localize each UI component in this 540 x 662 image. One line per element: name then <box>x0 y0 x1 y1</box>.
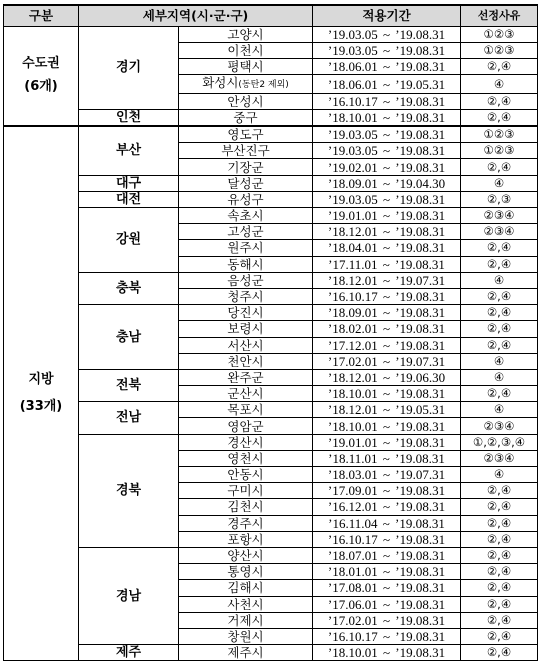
table-row <box>4 126 538 143</box>
city-cell: 고양시 <box>179 26 313 42</box>
period-cell: ’18.12.01 ~ ’19.06.30 <box>313 369 461 385</box>
table-row <box>4 191 538 207</box>
reason-cell: ①②③ <box>461 26 538 42</box>
province-cell: 경기 <box>79 26 179 110</box>
period-cell: ’16.10.17 ~ ’19.08.31 <box>313 94 461 110</box>
reason-cell: ①②③ <box>461 143 538 159</box>
period-cell: ’18.10.01 ~ ’19.08.31 <box>313 645 461 661</box>
city-cell: 김해시 <box>179 580 313 596</box>
reason-cell: ②,④ <box>461 515 538 531</box>
city-cell: 부산진구 <box>179 143 313 159</box>
city-cell: 경주시 <box>179 515 313 531</box>
reason-cell: ④ <box>461 402 538 418</box>
city-cell: 속초시 <box>179 208 313 224</box>
category-count: (33개) <box>19 399 63 415</box>
city-cell: 제주시 <box>179 645 313 661</box>
city-cell: 동해시 <box>179 256 313 272</box>
reason-cell: ②,④ <box>461 499 538 515</box>
city-cell: 평택시 <box>179 58 313 74</box>
city-cell: 경산시 <box>179 434 313 450</box>
city-cell: 영도구 <box>179 126 313 143</box>
table-row <box>4 547 538 563</box>
period-cell: ’18.10.01 ~ ’19.08.31 <box>313 110 461 127</box>
province-cell: 인천 <box>79 110 179 127</box>
table-row <box>4 110 538 127</box>
province-cell: 충남 <box>79 305 179 370</box>
city-cell <box>179 75 313 94</box>
reason-cell: ②,④ <box>461 321 538 337</box>
category-name: 수도권 <box>22 56 60 72</box>
province-cell: 경남 <box>79 547 179 644</box>
category-cell <box>4 126 79 661</box>
period-cell: ’19.03.05 ~ ’19.08.31 <box>313 42 461 58</box>
city-cell: 군산시 <box>179 386 313 402</box>
period-cell: ’17.12.01 ~ ’19.08.31 <box>313 337 461 353</box>
province-cell: 대구 <box>79 175 179 191</box>
city-cell: 음성군 <box>179 272 313 288</box>
reason-cell: ②,④ <box>461 256 538 272</box>
city-cell: 통영시 <box>179 564 313 580</box>
reason-cell: ②,④ <box>461 58 538 74</box>
period-cell: ’19.03.05 ~ ’19.08.31 <box>313 126 461 143</box>
reason-cell: ②,③ <box>461 191 538 207</box>
period-cell: ’18.12.01 ~ ’19.08.31 <box>313 224 461 240</box>
reason-cell: ②③④ <box>461 208 538 224</box>
table-row <box>4 305 538 321</box>
period-cell: ’19.03.05 ~ ’19.08.31 <box>313 26 461 42</box>
reason-cell: ②,④ <box>461 547 538 563</box>
period-cell: ’17.06.01 ~ ’19.08.31 <box>313 596 461 612</box>
reason-cell: ①②③ <box>461 42 538 58</box>
province-cell: 전남 <box>79 402 179 434</box>
period-cell: ’17.02.01 ~ ’19.07.31 <box>313 353 461 369</box>
period-cell: ’18.09.01 ~ ’19.04.30 <box>313 175 461 191</box>
reason-cell: ②,④ <box>461 240 538 256</box>
period-cell: ’18.04.01 ~ ’19.08.31 <box>313 240 461 256</box>
period-cell: ’18.02.01 ~ ’19.08.31 <box>313 321 461 337</box>
reason-cell: ②③④ <box>461 450 538 466</box>
period-cell: ’18.11.01 ~ ’19.08.31 <box>313 450 461 466</box>
province-cell: 대전 <box>79 191 179 207</box>
reason-cell: ①②③ <box>461 126 538 143</box>
province-cell: 강원 <box>79 208 179 273</box>
reason-cell: ②③④ <box>461 224 538 240</box>
header-category: 구분 <box>4 5 79 26</box>
header-region: 세부지역(시·군·구) <box>79 5 313 26</box>
period-cell: ’16.11.04 ~ ’19.08.31 <box>313 515 461 531</box>
period-cell: ’19.03.05 ~ ’19.08.31 <box>313 143 461 159</box>
period-cell: ’19.01.01 ~ ’19.08.31 <box>313 434 461 450</box>
city-cell: 사천시 <box>179 596 313 612</box>
city-cell: 포항시 <box>179 531 313 547</box>
city-cell: 안성시 <box>179 94 313 110</box>
city-cell: 유성구 <box>179 191 313 207</box>
city-cell: 서산시 <box>179 337 313 353</box>
period-cell: ’18.09.01 ~ ’19.08.31 <box>313 305 461 321</box>
reason-cell: ②,④ <box>461 483 538 499</box>
reason-cell: ④ <box>461 369 538 385</box>
province-cell: 충북 <box>79 272 179 304</box>
reason-cell: ②,④ <box>461 94 538 110</box>
reason-cell: ②,④ <box>461 386 538 402</box>
category-name: 지방 <box>28 372 54 388</box>
period-cell: ’19.02.01 ~ ’19.08.31 <box>313 159 461 175</box>
reason-cell: ②,④ <box>461 288 538 304</box>
category-cell <box>4 26 79 126</box>
period-cell: ’18.10.01 ~ ’19.08.31 <box>313 418 461 434</box>
city-cell: 거제시 <box>179 612 313 628</box>
city-cell: 청주시 <box>179 288 313 304</box>
reason-cell: ④ <box>461 467 538 483</box>
period-cell: ’18.12.01 ~ ’19.05.31 <box>313 402 461 418</box>
period-cell: ’19.01.01 ~ ’19.08.31 <box>313 208 461 224</box>
period-cell: ’16.10.17 ~ ’19.08.31 <box>313 531 461 547</box>
table-row <box>4 434 538 450</box>
city-cell: 구미시 <box>179 483 313 499</box>
period-cell: ’18.07.01 ~ ’19.08.31 <box>313 547 461 563</box>
designated-areas-table <box>3 4 538 661</box>
province-cell: 제주 <box>79 645 179 661</box>
province-cell: 부산 <box>79 126 179 175</box>
city-cell: 원주시 <box>179 240 313 256</box>
city-cell: 기장군 <box>179 159 313 175</box>
reason-cell: ②,④ <box>461 531 538 547</box>
city-cell: 천안시 <box>179 353 313 369</box>
city-cell: 영천시 <box>179 450 313 466</box>
period-cell: ’17.11.01 ~ ’19.08.31 <box>313 256 461 272</box>
table-row <box>4 402 538 418</box>
province-cell: 경북 <box>79 434 179 547</box>
table-row <box>4 175 538 191</box>
city-cell: 달성군 <box>179 175 313 191</box>
reason-cell: ①,②,③,④ <box>461 434 538 450</box>
city-cell: 김천시 <box>179 499 313 515</box>
period-cell: ’17.02.01 ~ ’19.08.31 <box>313 612 461 628</box>
period-cell: ’16.10.17 ~ ’19.08.31 <box>313 628 461 644</box>
city-cell: 양산시 <box>179 547 313 563</box>
reason-cell: ④ <box>461 175 538 191</box>
city-cell: 창원시 <box>179 628 313 644</box>
table-row <box>4 645 538 661</box>
city-cell: 영암군 <box>179 418 313 434</box>
period-cell: ’18.03.01 ~ ’19.07.31 <box>313 467 461 483</box>
city-name: 화성시 <box>202 75 239 91</box>
period-cell: ’18.12.01 ~ ’19.07.31 <box>313 272 461 288</box>
city-cell: 완주군 <box>179 369 313 385</box>
period-cell: ’17.09.01 ~ ’19.08.31 <box>313 483 461 499</box>
reason-cell: ②,④ <box>461 612 538 628</box>
reason-cell: ②,④ <box>461 564 538 580</box>
period-cell: ’18.06.01 ~ ’19.05.31 <box>313 75 461 94</box>
reason-cell: ②③④ <box>461 418 538 434</box>
header-reason: 선정사유 <box>461 5 538 26</box>
period-cell: ’18.10.01 ~ ’19.08.31 <box>313 386 461 402</box>
province-cell: 전북 <box>79 369 179 401</box>
period-cell: ’19.03.05 ~ ’19.08.31 <box>313 191 461 207</box>
city-cell: 당진시 <box>179 305 313 321</box>
reason-cell: ②,④ <box>461 305 538 321</box>
period-cell: ’16.12.01 ~ ’19.08.31 <box>313 499 461 515</box>
reason-cell: ②,④ <box>461 159 538 175</box>
reason-cell: ④ <box>461 75 538 94</box>
reason-cell: ②,④ <box>461 337 538 353</box>
reason-cell: ②,④ <box>461 596 538 612</box>
period-cell: ’18.06.01 ~ ’19.08.31 <box>313 58 461 74</box>
city-cell: 안동시 <box>179 467 313 483</box>
period-cell: ’17.08.01 ~ ’19.08.31 <box>313 580 461 596</box>
category-count: (6개) <box>24 79 58 95</box>
reason-cell: ②,④ <box>461 580 538 596</box>
reason-cell: ④ <box>461 272 538 288</box>
header-row <box>4 5 538 26</box>
table-row <box>4 26 538 42</box>
reason-cell: ②,④ <box>461 628 538 644</box>
table-row <box>4 208 538 224</box>
reason-cell: ②,④ <box>461 645 538 661</box>
reason-cell: ④ <box>461 353 538 369</box>
reason-cell: ②,④ <box>461 110 538 127</box>
period-cell: ’18.01.01 ~ ’19.08.31 <box>313 564 461 580</box>
city-cell: 목포시 <box>179 402 313 418</box>
period-cell: ’16.10.17 ~ ’19.08.31 <box>313 288 461 304</box>
city-note: (동탄2 제외) <box>238 80 289 91</box>
table-row <box>4 369 538 385</box>
city-cell: 중구 <box>179 110 313 127</box>
city-cell: 이천시 <box>179 42 313 58</box>
table-row <box>4 272 538 288</box>
city-cell: 보령시 <box>179 321 313 337</box>
header-period: 적용기간 <box>313 5 461 26</box>
city-cell: 고성군 <box>179 224 313 240</box>
